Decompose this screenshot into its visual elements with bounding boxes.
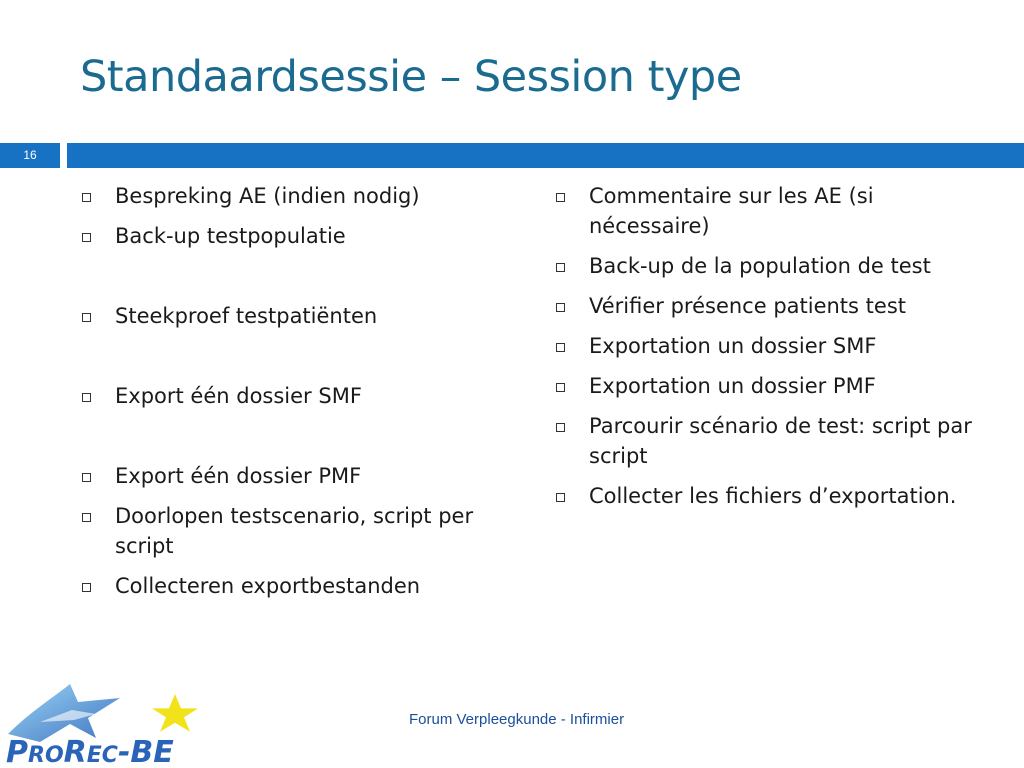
list-item: Collecteren exportbestanden [82,571,502,601]
list-item: Bespreking AE (indien nodig) [82,181,502,211]
list-item: Back-up testpopulatie [82,221,502,251]
square-bullet-icon [556,493,565,502]
dutch-bullet-list [82,181,502,611]
list-item: Steekproef testpatiënten [82,301,502,331]
list-item: Vérifier présence patients test [556,291,976,321]
square-bullet-icon [556,423,565,432]
square-bullet-icon [556,263,565,272]
square-bullet-icon [82,393,91,402]
square-bullet-icon [82,313,91,322]
square-bullet-icon [556,343,565,352]
list-item: Parcourir scénario de test: script par script [556,411,976,471]
logo-wordmark: PROREC-BE [6,735,174,768]
prorec-logo [0,672,240,768]
square-bullet-icon [82,233,91,242]
list-item: Exportation un dossier SMF [556,331,976,361]
list-item: Collecter les fichiers d’exportation. [556,481,976,511]
square-bullet-icon [556,383,565,392]
list-item: Export één dossier PMF [82,461,502,491]
square-bullet-icon [82,513,91,522]
page-number: 16 [0,143,60,168]
list-item: Back-up de la population de test [556,251,976,281]
title-rule-bar [67,143,1024,168]
square-bullet-icon [556,303,565,312]
list-item: Doorlopen testscenario, script per script [82,501,502,561]
square-bullet-icon [82,193,91,202]
list-item: Commentaire sur les AE (si nécessaire) [556,181,976,241]
square-bullet-icon [556,193,565,202]
list-item: Export één dossier SMF [82,381,502,411]
square-bullet-icon [82,583,91,592]
list-item: Exportation un dossier PMF [556,371,976,401]
slide-title: Standaardsessie – Session type [80,52,742,102]
footer-text: Forum Verpleegkunde - Infirmier [409,711,625,728]
french-bullet-list [556,181,976,521]
square-bullet-icon [82,473,91,482]
